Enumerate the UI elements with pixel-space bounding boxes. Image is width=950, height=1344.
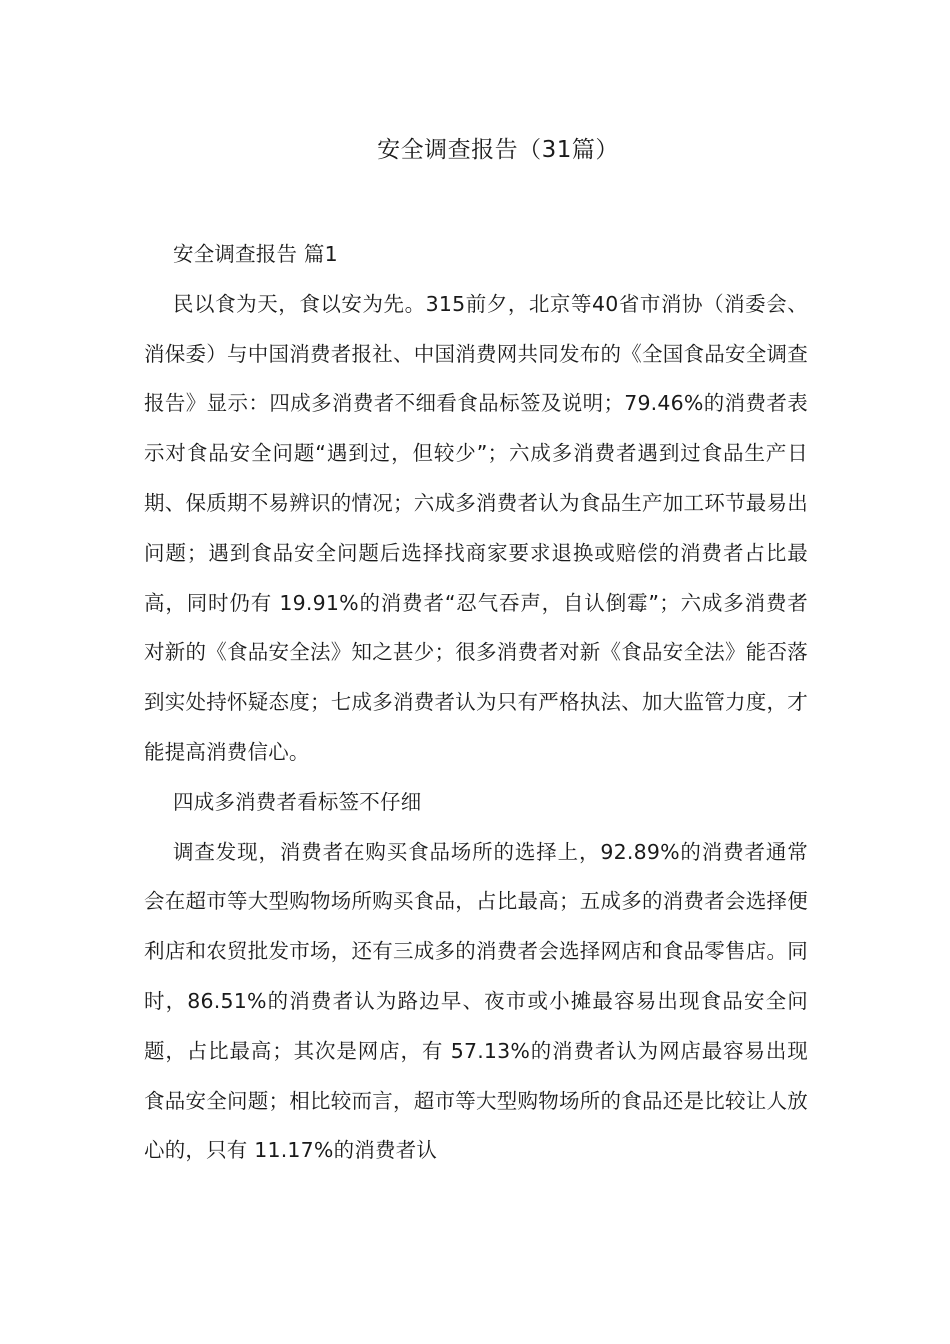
document-title: 安全调查报告（31篇）: [377, 137, 619, 163]
section-heading: 安全调查报告 篇1: [173, 242, 338, 266]
body-paragraph: 调查发现，消费者在购买食品场所的选择上，92.89%的消费者通常会在超市等大型购物场所购买食品，占比最高；五成多的消费者会选择便利店和农贸批发市场，还有三成多的消费者会选择网店和食品零售店。同时，86.51%的消费者认为路边早、夜市或小摊最容易出现食品安全问题，占比最高；其次是网店，有 57.13%的消费者认为网店最容易出现食品安全问题；相比较而言，超市等大型购物场所的食品还是比较让人放心的，只有 11.17%的消费者认: [144, 839, 808, 1163]
document-body: [144, 230, 808, 1176]
subsection-heading: 四成多消费者看标签不仔细: [173, 789, 422, 814]
body-paragraph: 民以食为天，食以安为先。315前夕，北京等40省市消协（消委会、消保委）与中国消费者报社、中国消费网共同发布的《全国食品安全调查报告》显示：四成多消费者不细看食品标签及说明；79.46%的消费者表示对食品安全问题“遇到过，但较少”；六成多消费者遇到过食品生产日期、保质期不易辨识的情况；六成多消费者认为食品生产加工环节最易出问题；遇到食品安全问题后选择找商家要求退换或赔偿的消费者占比最高，同时仍有 19.91%的消费者“忍气吞声，自认倒霉”；六成多消费者对新的《食品安全法》知之甚少；很多消费者对新《食品安全法》能否落到实处持怀疑态度；七成多消费者认为只有严格执法、加大监管力度，才能提高消费信心。: [144, 291, 808, 764]
